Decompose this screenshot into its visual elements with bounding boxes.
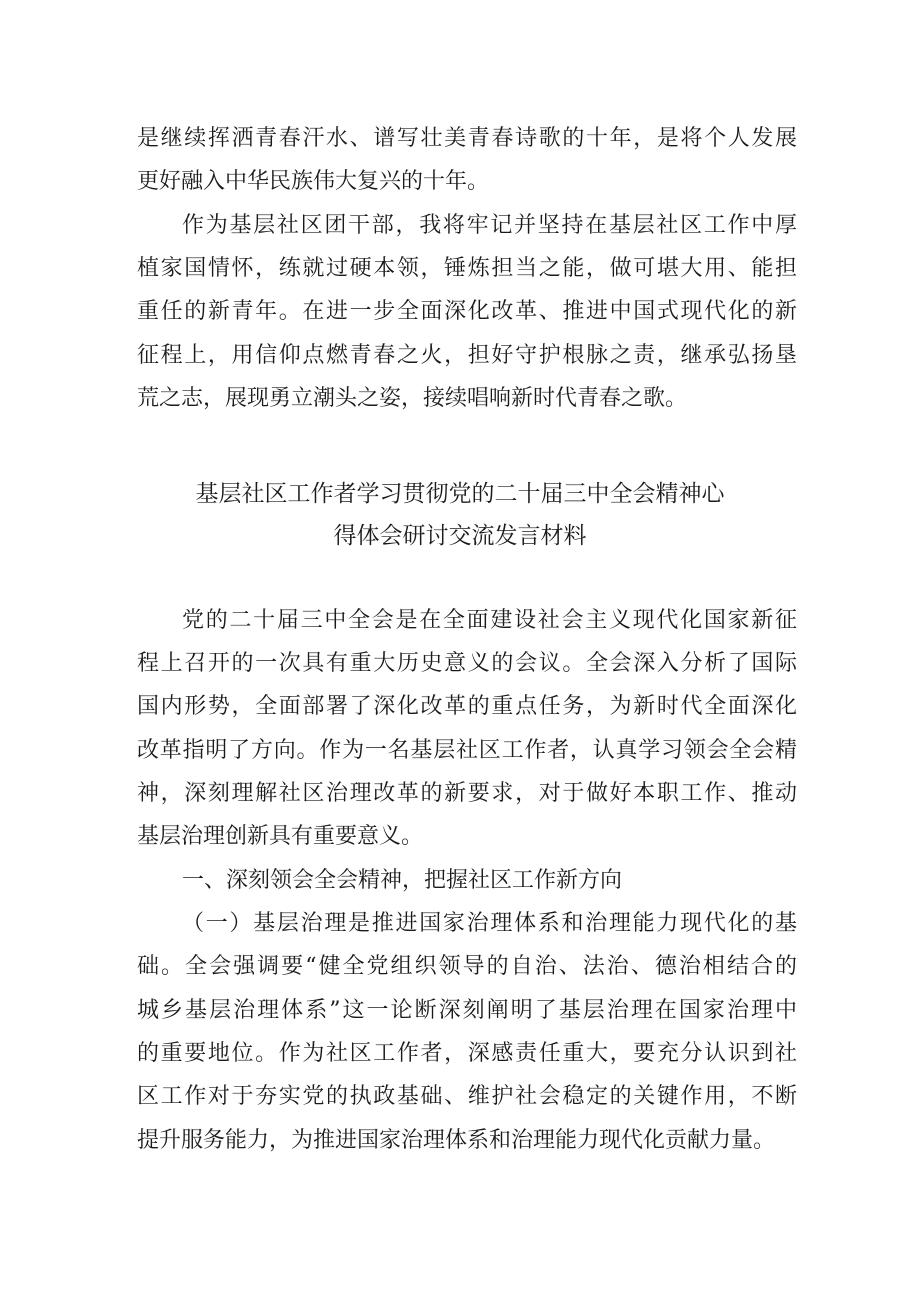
paragraph-2-line-4: 征程上，用信仰点燃青春之火，担好守护根脉之责，继承弘扬垦 [137,343,797,368]
paragraph-3-line-2: 程上召开的一次具有重大历史意义的会议。全会深入分析了国际 [137,651,797,676]
paragraph-4-line-2: 础。全会强调要“健全党组织领导的自治、法治、德治相结合的 [137,954,797,979]
article-title-line-2: 得体会研讨交流发言材料 [333,523,587,549]
paragraph-4-line-6: 提升服务能力，为推进国家治理体系和治理能力现代化贡献力量。 [137,1128,776,1153]
paragraph-2-line-5: 荒之志，展现勇立潮头之姿，接续唱响新时代青春之歌。 [137,386,688,411]
paragraph-3-line-6: 基层治理创新具有重要意义。 [137,824,424,849]
paragraph-2-line-3: 重任的新青年。在进一步全面深化改革、推进中国式现代化的新 [137,299,797,324]
paragraph-1-line-2: 更好融入中华民族伟大复兴的十年。 [137,169,490,194]
paragraph-3-line-5: 神，深刻理解社区治理改革的新要求，对于做好本职工作、推动 [137,781,797,806]
paragraph-4-line-4: 的重要地位。作为社区工作者，深感责任重大，要充分认识到社 [137,1041,797,1066]
paragraph-3-line-4: 改革指明了方向。作为一名基层社区工作者，认真学习领会全会精 [137,738,797,763]
paragraph-3-line-3: 国内形势，全面部署了深化改革的重点任务，为新时代全面深化 [137,694,797,719]
paragraph-4-line-1: （一）基层治理是推进国家治理体系和治理能力现代化的基 [182,911,797,936]
paragraph-2-line-2: 植家国情怀，练就过硬本领，锤炼担当之能，做可堪大用、能担 [137,256,797,281]
section-heading-1: 一、深刻领会全会精神，把握社区工作新方向 [182,868,623,893]
paragraph-4-line-5: 区工作对于夯实党的执政基础、维护社会稳定的关键作用，不断 [137,1084,797,1109]
paragraph-2-line-1: 作为基层社区团干部，我将牢记并坚持在基层社区工作中厚 [182,213,797,238]
paragraph-1-line-1: 是继续挥洒青春汗水、谱写壮美青春诗歌的十年，是将个人发展 [137,126,797,151]
article-title-line-1: 基层社区工作者学习贯彻党的二十届三中全会精神心 [195,481,725,507]
paragraph-3-line-1: 党的二十届三中全会是在全面建设社会主义现代化国家新征 [182,608,797,633]
paragraph-4-line-3: 城乡基层治理体系”这一论断深刻阐明了基层治理在国家治理中 [137,998,797,1023]
